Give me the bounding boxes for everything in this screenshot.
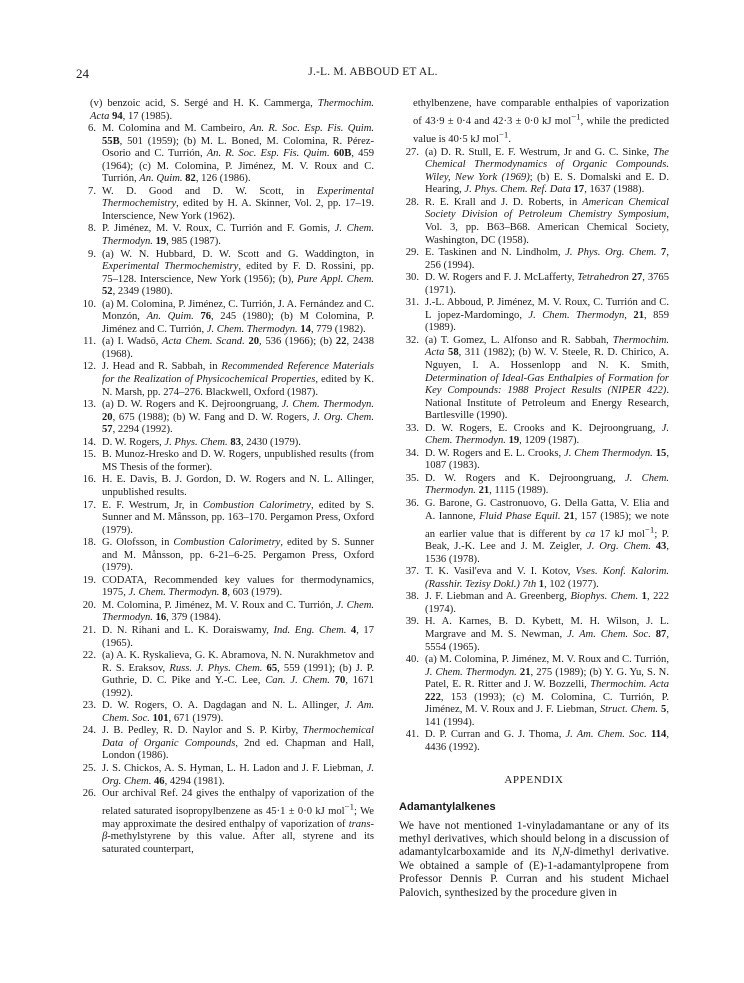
- reference-text: J. Head and R. Sabbah, in Recommended Reference Materials for the Realization of Physicochemical Properties, edited by K. N. Marsh, pp. 274–276. Blackwell, Oxford (1987).: [102, 361, 374, 398]
- reference-text: H. A. Karnes, B. D. Kybett, M. H. Wilson, J. L. Margrave and M. S. Newman, J. Am. Chem. Soc. 87, 5554 (1965).: [425, 616, 669, 653]
- reference-item: [76, 650, 374, 700]
- reference-item: [76, 449, 374, 474]
- running-head: [76, 66, 670, 78]
- reference-item: [399, 448, 669, 473]
- reference-item: [76, 123, 374, 186]
- reference-list: [399, 98, 669, 754]
- reference-number: 37.: [405, 566, 419, 578]
- reference-number: 29.: [405, 247, 419, 259]
- reference-item: [76, 249, 374, 299]
- reference-item: [76, 700, 374, 725]
- reference-number: 19.: [82, 574, 96, 586]
- reference-text: B. Munoz-Hresko and D. W. Rogers, unpublished results (from MS Thesis of the former).: [102, 449, 374, 473]
- reference-number: 34.: [405, 447, 419, 459]
- reference-text: M. Colomina, P. Jiménez, M. V. Roux and C. Turrión, J. Chem. Thermodyn. 16, 379 (1984).: [102, 599, 374, 624]
- reference-item: [399, 729, 669, 754]
- reference-text: (a) M. Colomina, P. Jiménez, C. Turrión, J. A. Fernández and C. Monzón, An. Quim. 76, 245 (1980); (b) M Colomina, P. Jiménez and C. Turrión, J. Chem. Thermodyn. 14, 779 (1982).: [102, 298, 375, 335]
- reference-item: [76, 223, 374, 248]
- reference-text: P. Jiménez, M. V. Roux, C. Turrión and F. Gomis, J. Chem. Thermodyn. 19, 985 (1987).: [102, 223, 374, 248]
- reference-number: 35.: [405, 472, 419, 484]
- reference-text: J.-L. Abboud, P. Jiménez, M. V. Roux, C. Turrión and C. L jopez-Mardomingo, J. Chem. Thermodyn, 21, 859 (1989).: [425, 297, 669, 334]
- left-column: [76, 98, 374, 856]
- reference-text: D. W. Rogers, E. Crooks and K. Dejroongruang, J. Chem. Thermodyn. 19, 1209 (1987).: [425, 422, 669, 447]
- reference-number: 28.: [405, 196, 419, 208]
- reference-item: [399, 423, 669, 448]
- reference-item: [76, 186, 374, 224]
- reference-text: E. F. Westrum, Jr, in Combustion Calorimetry, edited by S. Sunner and M. Månsson, pp. 163–170. Pergamon Press, Oxford (1979).: [102, 499, 374, 536]
- reference-item: [399, 272, 669, 297]
- reference-item: [76, 575, 374, 600]
- reference-number: 30.: [405, 272, 419, 284]
- reference-item: [399, 654, 669, 729]
- reference-item: [399, 616, 669, 654]
- reference-item: [399, 297, 669, 335]
- reference-item: [399, 473, 669, 498]
- reference-text: (a) D. R. Stull, E. F. Westrum, Jr and G. C. Sinke, The Chemical Thermodynamics of Organic Compounds. Wiley, New York (1969); (b) E. S. Domalski and E. D. Hearing, J. Phys. Chem. Ref. Data 17, 1637 (1988).: [425, 146, 669, 196]
- reference-number: 14.: [82, 436, 96, 448]
- reference-number: 11.: [83, 336, 96, 348]
- reference-number: 39.: [405, 616, 419, 628]
- reference-number: 22.: [82, 650, 96, 662]
- reference-text: D. W. Rogers and E. L. Crooks, J. Chem Thermodyn. 15, 1087 (1983).: [425, 447, 669, 472]
- reference-text: D. W. Rogers and K. Dejroongruang, J. Chem. Thermodyn. 21, 1115 (1989).: [425, 472, 669, 497]
- reference-item: [399, 591, 669, 616]
- reference-item: [76, 399, 374, 437]
- reference-number: 20.: [82, 599, 96, 611]
- reference-number: 6.: [88, 123, 96, 135]
- reference-text: (v) benzoic acid, S. Sergé and H. K. Cammerga, Thermochim. Acta 94, 17 (1985).: [90, 98, 374, 122]
- running-head-authors: J.-L. M. ABBOUD ET AL.: [308, 66, 438, 78]
- reference-number: 31.: [405, 297, 419, 309]
- reference-text: Our archival Ref. 24 gives the enthalpy of vaporization of the related saturated isopropylbenzene as 45·1 ± 0·0 kJ mol$^{-1}$; We may approximate the desired enthalpy of vaporization of trans-β-methylstyrene by this value. After all, styrene and its saturated counterpart,: [102, 788, 374, 855]
- reference-number: 41.: [405, 729, 419, 741]
- appendix-paragraph: We have not mentioned 1-vinyladamantane or any of its methyl derivatives, which should belong in a discussion of adamantylcarboxamide and its N,N-dimethyl derivative. We obtained a sample of (E)-1-adamantylpropene from Professor Dennis P. Curran and his student Michael Palovich, synthesized by the procedure given in: [399, 819, 669, 899]
- reference-item: [76, 98, 374, 123]
- page-number: 24: [76, 66, 89, 81]
- reference-number: 40.: [405, 654, 419, 666]
- reference-text: CODATA, Recommended key values for thermodynamics, 1975, J. Chem. Thermodyn. 8, 603 (1979).: [102, 574, 374, 599]
- reference-text: J. F. Liebman and A. Greenberg, Biophys. Chem. 1, 222 (1974).: [425, 591, 669, 615]
- reference-number: 9.: [88, 248, 96, 260]
- reference-number: 33.: [405, 422, 419, 434]
- reference-text: (a) D. W. Rogers and K. Dejroongruang, J. Chem. Thermodyn. 20, 675 (1988); (b) W. Fang and D. W. Rogers, J. Org. Chem. 57, 2294 (1992).: [102, 399, 374, 436]
- reference-text: D. P. Curran and G. J. Thoma, J. Am. Chem. Soc. 114, 4436 (1992).: [425, 729, 670, 753]
- reference-text: D. W. Rogers, O. A. Dagdagan and N. L. Allinger, J. Am. Chem. Soc. 101, 671 (1979).: [102, 700, 374, 724]
- reference-number: 7.: [88, 185, 96, 197]
- reference-item: [76, 788, 374, 856]
- reference-number: 17.: [82, 499, 96, 511]
- reference-number: 10.: [82, 298, 96, 310]
- reference-item: [76, 299, 374, 337]
- reference-item: [76, 437, 374, 450]
- reference-item: [399, 498, 669, 566]
- reference-text: W. D. Good and D. W. Scott, in Experimental Thermochemistry, edited by H. A. Skinner, Vol. 2, pp. 17–19. Interscience, New York (1962).: [102, 185, 374, 222]
- reference-item: [76, 361, 374, 399]
- reference-number: 36.: [405, 498, 419, 510]
- reference-item: [76, 600, 374, 625]
- reference-text: J. B. Pedley, R. D. Naylor and S. P. Kirby, Thermochemical Data of Organic Compounds, 2nd ed. Chapman and Hall, London (1986).: [102, 725, 374, 762]
- reference-number: 12.: [82, 361, 96, 373]
- reference-item: [76, 336, 374, 361]
- reference-number: 16.: [82, 474, 96, 486]
- reference-text: D. W. Rogers and F. J. McLafferty, Tetrahedron 27, 3765 (1971).: [425, 272, 669, 296]
- reference-number: 23.: [82, 700, 96, 712]
- reference-item: [76, 763, 374, 788]
- reference-text: H. E. Davis, B. J. Gordon, D. W. Rogers and N. L. Allinger, unpublished results.: [102, 474, 374, 498]
- reference-text: D. W. Rogers, J. Phys. Chem. 83, 2430 (1979).: [102, 436, 301, 448]
- reference-item: [76, 625, 374, 650]
- reference-number: 24.: [82, 725, 96, 737]
- page-header: [76, 66, 670, 86]
- reference-item: [76, 474, 374, 499]
- reference-item: [399, 335, 669, 423]
- reference-number: 38.: [405, 591, 419, 603]
- reference-text: J. S. Chickos, A. S. Hyman, L. H. Ladon and J. F. Liebman, J. Org. Chem. 46, 4294 (1981).: [102, 762, 374, 787]
- reference-text: (a) A. K. Ryskalieva, G. K. Abramova, N. N. Nurakhmetov and R. S. Eraksov, Russ. J. Phys. Chem. 65, 559 (1991); (b) J. P. Guthrie, D. C. Pike and Y.-C. Lee, Can. J. Chem. 70, 1671 (1992).: [102, 650, 375, 699]
- reference-text: (a) W. N. Hubbard, D. W. Scott and G. Waddington, in Experimental Thermochemistry, edited by F. D. Rossini, pp. 75–128. Interscience, New York (1956); (b), Pure Appl. Chem. 52, 2349 (1980).: [102, 248, 375, 298]
- reference-number: 18.: [82, 537, 96, 549]
- reference-text: (a) M. Colomina, P. Jiménez, M. V. Roux and C. Turrión, J. Chem. Thermodyn. 21, 275 (1989); (b) Y. G. Yu, S. N. Patel, E. R. Ritter and J. W. Bozzelli, Thermochim. Acta 222, 153 (1993); (c) M. Colomina, C. Turrión, P. Jiménez, M. V. Roux and J. F. Liebman, Struct. Chem. 5, 141 (1994).: [425, 654, 669, 728]
- reference-text: M. Colomina and M. Cambeiro, An. R. Soc. Esp. Fis. Quim. 55B, 501 (1959); (b) M. L. Boned, M. Colomina, R. Pérez-Osorio and C. Turrión, An. R. Soc. Esp. Fis. Quim. 60B, 459 (1964); (c) M. Colomina, P. Jiménez, M. V. Roux and C. Turrión, An. Quim. 82, 126 (1986).: [102, 123, 375, 185]
- reference-text: E. Taskinen and N. Lindholm, J. Phys. Org. Chem. 7, 256 (1994).: [425, 247, 669, 271]
- reference-text: G. Olofsson, in Combustion Calorimetry, edited by S. Sunner and M. Månsson, pp. 6-21–6-25. Pergamon Press, Oxford (1979).: [102, 537, 374, 574]
- reference-text: (a) I. Wadsö, Acta Chem. Scand. 20, 536 (1966); (b) 22, 2438 (1968).: [102, 336, 375, 360]
- reference-number: 15.: [82, 449, 96, 461]
- reference-item: [399, 98, 669, 147]
- reference-item: [399, 197, 669, 247]
- reference-item: [399, 147, 669, 197]
- reference-text: (a) T. Gomez, L. Alfonso and R. Sabbah, Thermochim. Acta 58, 311 (1982); (b) W. V. Steele, R. D. Chirico, A. Nguyen, I. A. Hossenlopp and N. K. Smith, Determination of Ideal-Gas Enthalpies of Formation for Key Compounds: 1988 Project Results (NIPER 422). National Institute of Petroleum and Energy Research, Bartlesville (1990).: [425, 334, 670, 422]
- reference-item: [76, 537, 374, 575]
- reference-text: R. E. Krall and J. D. Roberts, in American Chemical Society Division of Petroleum Chemistry Symposium, Vol. 3, pp. B63–B68. American Chemical Society, Washington, DC (1958).: [425, 196, 670, 246]
- section-heading: Adamantylalkenes: [399, 801, 496, 814]
- reference-number: 8.: [88, 223, 96, 235]
- reference-text: G. Barone, G. Castronuovo, G. Della Gatta, V. Elia and A. Iannone, Fluid Phase Equil. 21, 157 (1985); we note an earlier value that is different by ca 17 kJ mol$^{-1}$; P. Beak, J.-K. Lee and J. M. Zeigler, J. Org. Chem. 43, 1536 (1978).: [425, 498, 669, 565]
- right-column: [399, 98, 669, 900]
- reference-text: ethylbenzene, have comparable enthalpies of vaporization of 43·9 ± 0·4 and 42·3 ± 0·0 kJ mol$^{-1}$, while the predicted value is 40·5 kJ mol$^{-1}$.: [413, 98, 669, 146]
- reference-number: 32.: [405, 334, 419, 346]
- reference-number: 26.: [82, 788, 96, 800]
- reference-number: 21.: [82, 624, 96, 636]
- reference-item: [399, 247, 669, 272]
- reference-item: [76, 725, 374, 763]
- reference-item: [399, 566, 669, 591]
- reference-item: [76, 500, 374, 538]
- appendix-heading: APPENDIX: [504, 774, 564, 787]
- reference-number: 13.: [82, 399, 96, 411]
- reference-text: T. K. Vasil'eva and V. I. Kotov, Vses. Konf. Kalorim. (Rasshir. Tezisy Dokl.) 7th 1, 102 (1977).: [425, 566, 669, 590]
- reference-number: 25.: [82, 762, 96, 774]
- reference-number: 27.: [405, 146, 419, 158]
- reference-text: D. N. Rihani and L. K. Doraiswamy, Ind. Eng. Chem. 4, 17 (1965).: [102, 624, 374, 649]
